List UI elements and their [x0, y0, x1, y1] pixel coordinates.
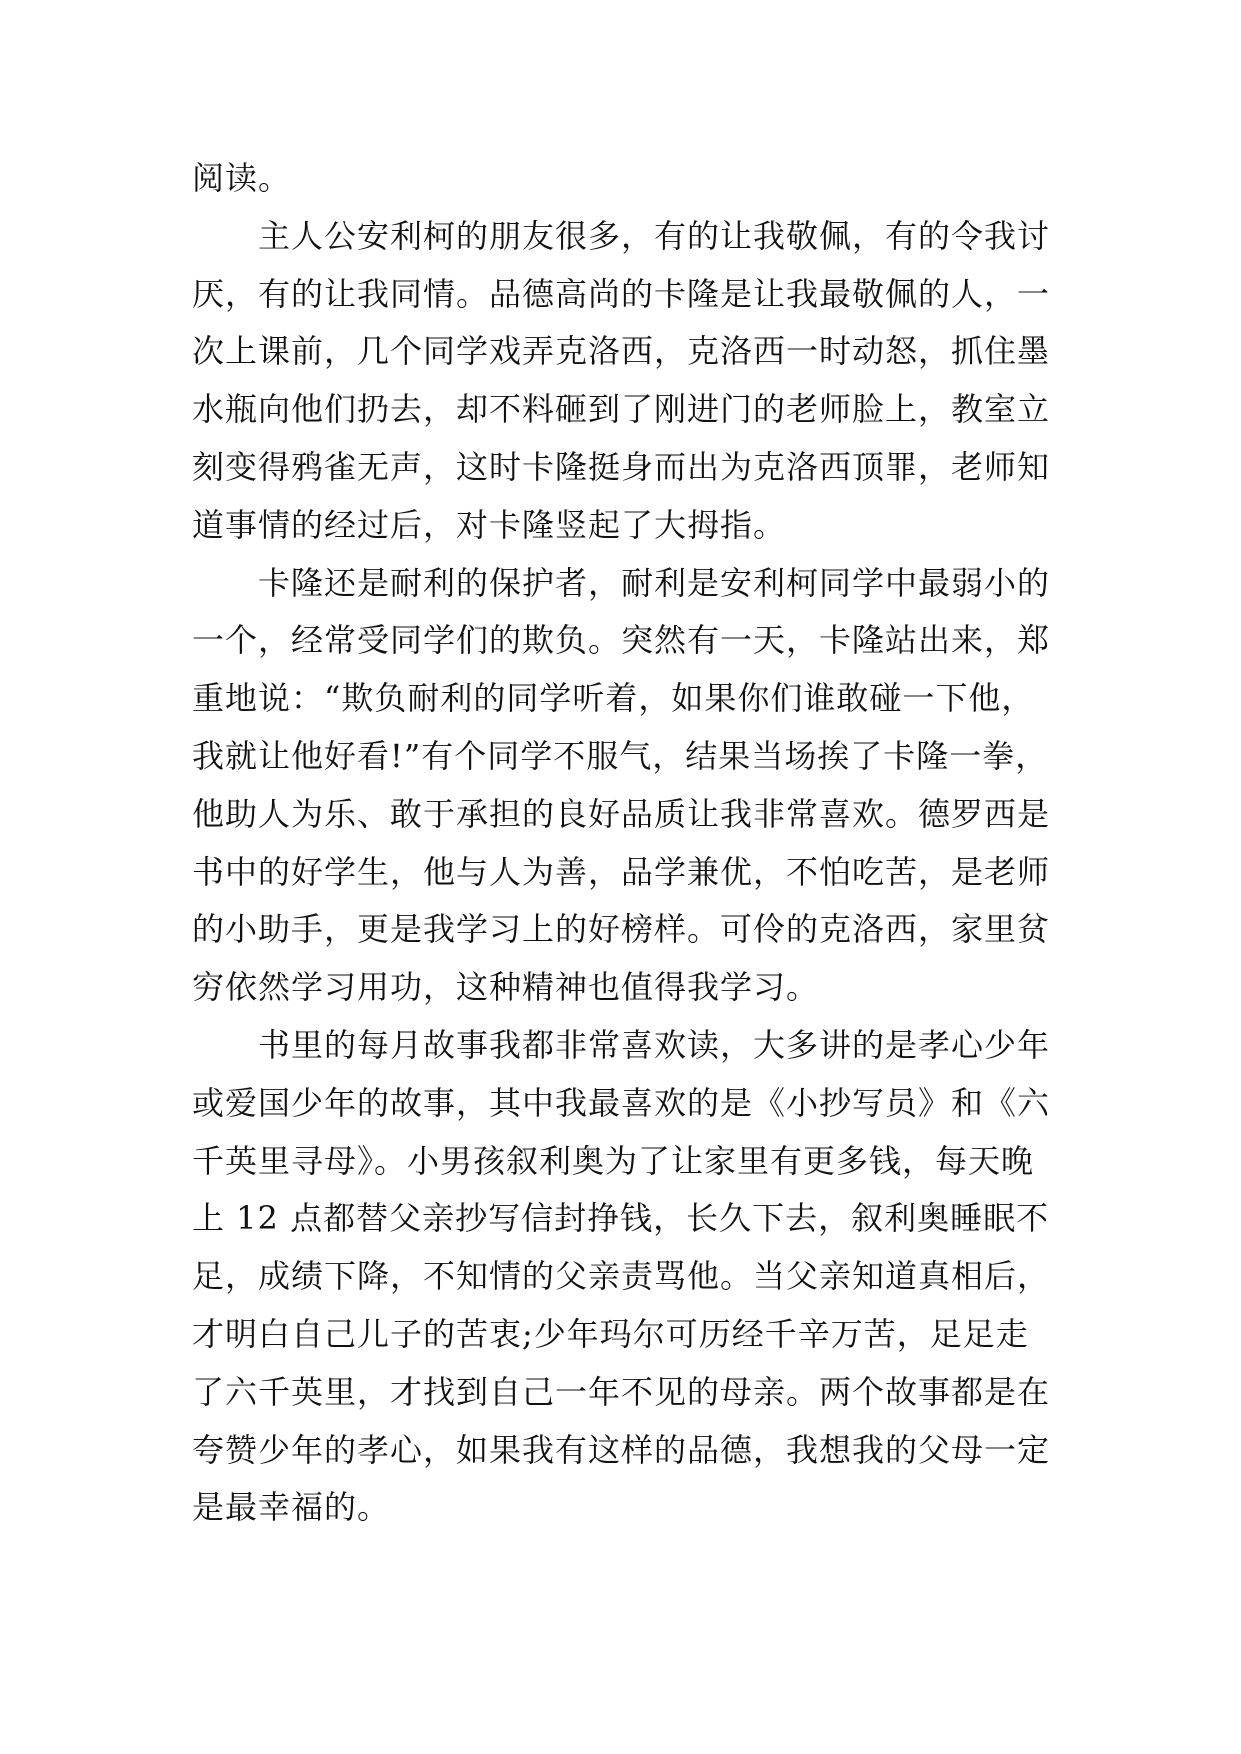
text-line: 一个，经常受同学们的欺负。突然有一天，卡隆站出来，郑 — [192, 621, 1051, 660]
text-line: 书中的好学生，他与人为善，品学兼优，不怕吃苦，是老师 — [192, 852, 1051, 891]
text-line: 道事情的经过后，对卡隆竖起了大拇指。 — [192, 505, 787, 544]
text-line: 他助人为乐、敢于承担的良好品质让我非常喜欢。德罗西是 — [192, 794, 1051, 833]
text-line: 刻变得鸦雀无声，这时卡隆挺身而出为克洛西顶罪，老师知 — [192, 447, 1051, 486]
text-line: 足，成绩下降，不知情的父亲责骂他。当父亲知道真相后， — [192, 1257, 1051, 1296]
text-line: 穷依然学习用功，这种精神也值得我学习。 — [192, 968, 820, 1007]
text-line: 是最幸福的。 — [192, 1488, 391, 1527]
text-line: 水瓶向他们扔去，却不料砸到了刚进门的老师脸上，教室立 — [192, 390, 1051, 429]
text-line: 重地说：“欺负耐利的同学听着，如果你们谁敢碰一下他， — [192, 679, 1035, 718]
text-line: 主人公安利柯的朋友很多，有的让我敬佩，有的令我讨 — [258, 216, 1051, 255]
document-page — [192, 150, 1052, 1537]
text-line: 卡隆还是耐利的保护者，耐利是安利柯同学中最弱小的 — [258, 563, 1051, 602]
text-line: 次上课前，几个同学戏弄克洛西，克洛西一时动怒，抓住墨 — [192, 332, 1051, 371]
text-line: 我就让他好看!”有个同学不服气，结果当场挨了卡隆一拳， — [192, 736, 1049, 775]
text-line: 了六千英里，才找到自己一年不见的母亲。两个故事都是在 — [192, 1372, 1051, 1411]
text-line: 厌，有的让我同情。品德高尚的卡隆是让我最敬佩的人，一 — [192, 274, 1051, 313]
text-line: 或爱国少年的故事，其中我最喜欢的是《小抄写员》和《六 — [192, 1083, 1051, 1122]
text-line: 千英里寻母》。小男孩叙利奥为了让家里有更多钱，每天晚 — [192, 1141, 1035, 1180]
text-line: 阅读。 — [192, 159, 292, 197]
text-line: 书里的每月故事我都非常喜欢读，大多讲的是孝心少年 — [258, 1025, 1051, 1064]
text-line: 夸赞少年的孝心，如果我有这样的品德，我想我的父母一定 — [192, 1430, 1051, 1469]
text-line: 上 12 点都替父亲抄写信封挣钱，长久下去，叙利奥睡眠不 — [192, 1199, 1050, 1238]
text-line: 的小助手，更是我学习上的好榜样。可伶的克洛西，家里贫 — [192, 910, 1051, 949]
text-line: 才明白自己儿子的苦衷;少年玛尔可历经千辛万苦，足足走 — [192, 1314, 1029, 1353]
